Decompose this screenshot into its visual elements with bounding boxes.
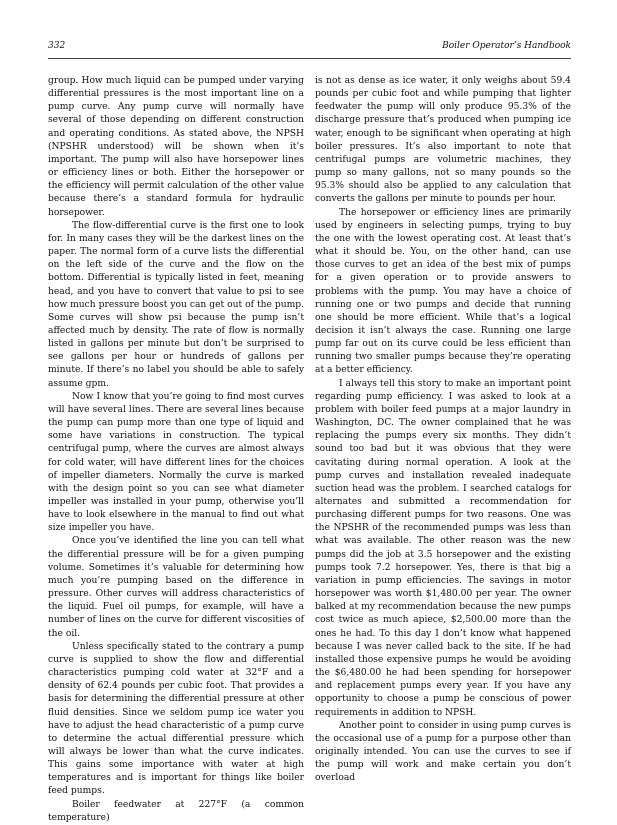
paragraph: Once you’ve identified the line you can tell what the differential pressure will be for a given pumping volume. Sometimes it’s valuable for determining how much you’re pumping based on the difference in pressure. Other curves will address characteristics of the liquid. Fuel oil pumps, for example, will have a number of lines on the curve for different viscosities of the oil. [48,536,304,639]
page-header [48,41,571,57]
paragraph: Unless specifically stated to the contrary a pump curve is supplied to show the flow and differential characteristics pumping cold water at 32°F and a density of 62.4 pounds per cubic foot. That provides a basis for determining the differential pressure at other fluid densities. Since we seldom pump ice water you have to adjust the head characteristic of a pump curve to determine the actual differential pressure which will always be lower than what the curve indicates. This gains some importance with water at high temperatures and is important for things like boiler feed pumps. [48,641,304,797]
right-column [315,75,571,784]
paragraph: Boiler feedwater at 227°F (a common temperature) [48,799,304,823]
header-rule [48,58,571,59]
paragraph: The flow-differential curve is the first one to look for. In many cases they will be the darkest lines on the paper. The normal form of a curve lists the differential on the left side of the curve and the flow on the bottom. Differential is typically listed in feet, meaning head, and you have to convert that value to psi to see how much pressure boost you can get out of the pump. Some curves will show psi because the pump isn’t affected much by density. The rate of flow is normally listed in gallons per minute but don’t be surprised to see gallons per hour or hundreds of gallons per minute. If there’s no label you should be able to safely assume gpm. [48,220,304,389]
paragraph: I always tell this story to make an important point regarding pump efficiency. I was asked to look at a problem with boiler feed pumps at a major laundry in Washington, DC. The owner complained that he was replacing the pumps every six months. They didn’t sound too bad but it was obvious that they were cavitating during normal operation. A look at the pump curves and installation revealed inadequate suction head was the problem. I searched catalogs for alternates and submitted a recommendation for purchasing different pumps for two reasons. One was the NPSHR of the recommended pumps was less than what was available. The other reason was the new pumps did the job at 3.5 horsepower and the existing pumps took 7.2 horsepower. Yes, there is that big a variation in pump efficiencies. The savings in motor horsepower was worth $1,480.00 per year. The owner balked at my recommendation because the new pumps cost twice as much apiece, $2,500.00 more than the ones he had. To this day I don’t know what happened because I was never called back to the site. If he had installed those expensive pumps he would be avoiding the $6,480.00 he had been spending for horsepower and replacement pumps every year. If you have any opportunity to choose a pump be conscious of power requirements in addition to NPSH. [315,378,571,718]
paragraph: Another point to consider in using pump curves is the occasional use of a pump for a purpose other than originally intended. You can use the curves to see if the pump will work and make certain you don’t overload [315,720,571,784]
paragraph: group. How much liquid can be pumped under varying differential pressures is the most important line on a pump curve. Any pump curve will normally have several of those depending on different construction and operating conditions. As stated above, the NPSH (NPSHR understood) will be shown when it’s important. The pump will also have horsepower lines or efficiency lines or both. Either the horsepower or the efficiency will permit calculation of the other value because there’s a standard formula for hydraulic horsepower. [48,76,304,218]
paragraph: is not as dense as ice water, it only weighs about 59.4 pounds per cubic foot and while pumping that lighter feedwater the pump will only produce 95.3% of the discharge pressure that’s produced when pumping ice water, enough to be significant when operating at high boiler pressures. It’s also important to note that centrifugal pumps are volumetric machines, they pump so many gallons, not so many pounds so the 95.3% should also be applied to any calculation that converts the gallons per minute to pounds per hour. [315,76,571,205]
left-column [48,75,304,823]
running-title: Boiler Operator’s Handbook [442,41,571,51]
page-number: 332 [48,41,66,51]
paragraph: Now I know that you’re going to find most curves will have several lines. There are several lines because the pump can pump more than one type of liquid and some have variations in construction. The typical centrifugal pump, where the curves are almost always for cold water, will have different lines for the choices of impeller diameters. Normally the curve is marked with the design point so you can see what diameter impeller was installed in your pump, otherwise you’ll have to look elsewhere in the manual to find out what size impeller you have. [48,391,304,534]
paragraph: The horsepower or efficiency lines are primarily used by engineers in selecting pumps, trying to buy the one with the lowest operating cost. At least that’s what it should be. You, on the other hand, can use those curves to get an idea of the best mix of pumps for a given operation or to provide answers to problems with the pump. You may have a choice of running one or two pumps and decide that running one should be more efficient. While that’s a logical decision it isn’t always the case. Running one large pump far out on its curve could be less efficient than running two smaller pumps because they’re operating at a better efficiency. [315,207,571,376]
